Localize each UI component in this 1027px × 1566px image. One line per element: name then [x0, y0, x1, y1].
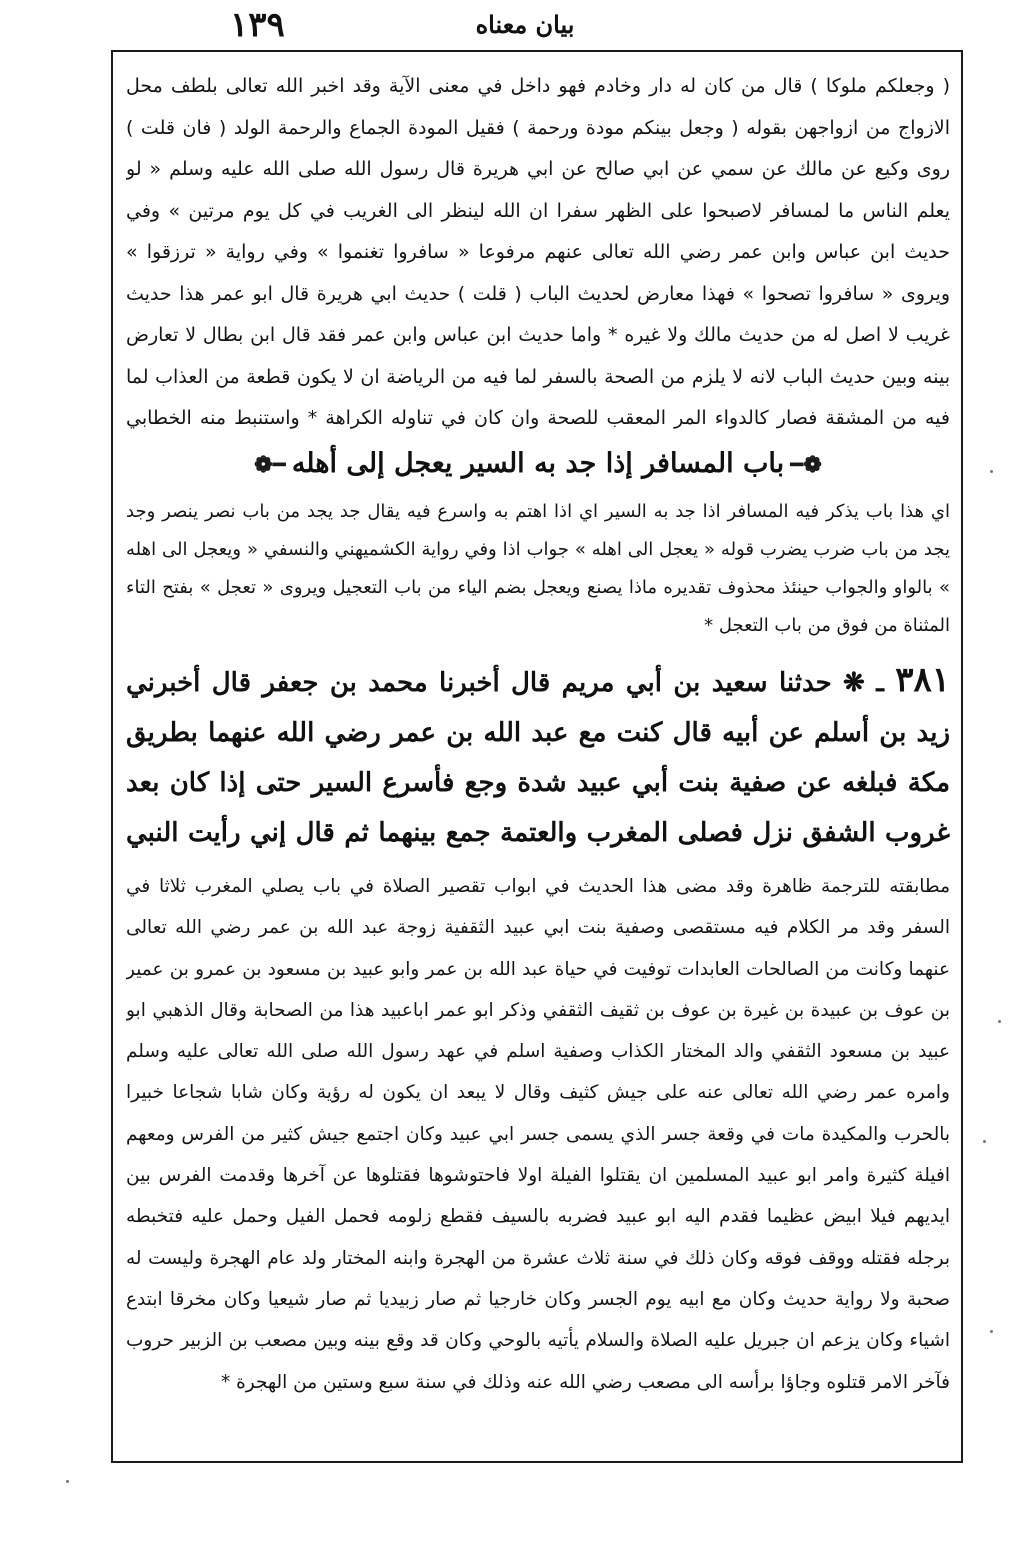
chapter-heading-text: باب المسافر إذا جد به السير يعجل إلى أهله	[291, 448, 785, 479]
chapter-explanation	[126, 493, 950, 651]
chapter-explanation-text: اي هذا باب يذكر فيه المسافر اذا جد به السير اي اذا اهتم به واسرع فيه يقال جد يجد من باب نصر ينصر وجد يجد من باب ضرب يضرب قوله « يعجل الى اهله » جواب اذا وفي رواية الكشميهني والنسفي « ويعجل الى اهله » بالواو والجواب حينئذ محذوف تقديره ماذا يصنع ويعجل بضم الياء من باب التعجيل ويروى « تعجل » بفتح التاء المثناة من فوق من باب التعجل *	[126, 501, 950, 636]
margin-speck-icon	[998, 1020, 1001, 1023]
commentary-paragraph-1	[126, 66, 950, 441]
margin-speck-icon	[66, 1480, 69, 1483]
margin-speck-icon	[983, 1140, 986, 1143]
page-number: ١٣٩	[230, 5, 285, 45]
commentary-paragraph-2	[126, 866, 950, 1406]
hadith-number: ٣٨١	[895, 660, 950, 700]
commentary-text-2: مطابقته للترجمة ظاهرة وقد مضى هذا الحديث في ابواب تقصير الصلاة في باب يصلي المغرب ثلاثا في السفر وقد مر الكلام فيه مستقصى وصفية بنت ابي عبيد الثقفية زوجة عبد الله بن عمر رضي الله تعالى عنهما وكانت من الصالحات العابدات توفيت في حياة عبد الله بن عمر وابو عبيد بن مسعود بن عمرو بن عمير بن عوف بن عبيدة بن غيرة بن عوف بن ثقيف الثقفي وذكر ابو عمر اباعبيد هذا من الصحابة وقال الذهبي ابو عبيد بن مسعود الثقفي والد المختار الكذاب وصفية اسلم في عهد رسول الله صلى الله تعالى عليه وسلم وامره عمر رضي الله تعالى عنه على جيش كثيف وقال لا يبعد ان يكون له رؤية وكان شابا شجاعا خبيرا بالحرب والمكيدة مات في وقعة جسر الذي يسمى جسر ابي عبيد وكان اجتمع جيش كثير من الفرس ومعهم افيلة كثيرة وامر ابو عبيد المسلمين ان يقتلوا الفيلة اولا فاحتوشوها فقتلوها عن آخرها وقدمت الفرس بين ايديهم فيلا ابيض عظيما فقدم اليه ابو عبيد فضربه بالسيف فقطع زلومه فحمل الفيل وحمل عليه فتخبطه برجله فقتله ووقف فوقه وكان ذلك في سنة ثلاث عشرة من الهجرة وابنه المختار ولد عام الهجرة وليست له صحبة ولا رواية حديث وكان مع ابيه يوم الجسر وكان خارجيا ثم صار زبيديا ثم صار شيعيا وكان مخرقا ابتدع اشياء وكان يزعم ان جبريل عليه الصلاة والسلام يأتيه بالوحي وكان قد وقع بينه وبين مصعب بن الزبير حروب فآخر الامر قتلوه وجاؤا برأسه الى مصعب رضي الله عنه وذلك في سنة سبع وستين من الهجرة *	[126, 876, 950, 1393]
ornament-left-icon: ━❁	[254, 452, 286, 478]
ornament-right-icon: ❁━	[790, 452, 822, 478]
hadith-text: حدثنا سعيد بن أبي مريم قال أخبرنا محمد بن جعفر قال أخبرني زيد بن أسلم عن أبيه قال كنت مع عبد الله بن عمر رضي الله عنهما بطريق مكة فبلغه عن صفية بنت أبي عبيد شدة وجع فأسرع السير حتى إذا كان بعد غروب الشفق نزل فصلى المغرب والعتمة جمع بينهما ثم قال إني رأيت النبي	[126, 668, 950, 848]
hadith-separator-icon: ـ ❋	[831, 668, 884, 698]
running-header	[80, 6, 970, 44]
chapter-heading	[126, 442, 950, 486]
commentary-text-1: ( وجعلكم ملوكا ) قال من كان له دار وخادم فهو داخل في معنى الآية وقد اخبر الله تعالى بلطف محل الازواج من ازواجهن بقوله ( وجعل بينكم مودة ورحمة ) فقيل المودة الجماع والرحمة الولد ( فان قلت ) روى وكيع عن مالك عن سمي عن ابي صالح عن ابي هريرة قال رسول الله صلى الله عليه وسلم « لو يعلم الناس ما لمسافر لاصبحوا على الظهر سفرا ان الله لينظر الى الغريب في كل يوم مرتين » وفي حديث ابن عباس وابن عمر رضي الله تعالى عنهم مرفوعا « سافروا تغنموا » وفي رواية « ترزقوا » ويروى « سافروا تصحوا » فهذا معارض لحديث الباب ( قلت ) حديث ابي هريرة قال ابو عمر هذا حديث غريب لا اصل له من حديث مالك ولا غيره * واما حديث ابن عباس وابن عمر فقد قال ابن بطال لا تعارض بينه وبين حديث الباب لانه لا يلزم من الصحة بالسفر لما فيه من الرياضة ان لا يكون قطعة من العذاب لما فيه من المشقة فصار كالدواء المر المعقب للصحة وان كان في تناوله الكراهة * واستنبط منه الخطابي	[126, 75, 950, 429]
running-title: بيان معناه	[475, 10, 575, 39]
margin-speck-icon	[990, 1330, 993, 1333]
hadith-block	[126, 655, 950, 855]
margin-speck-icon	[990, 470, 993, 473]
